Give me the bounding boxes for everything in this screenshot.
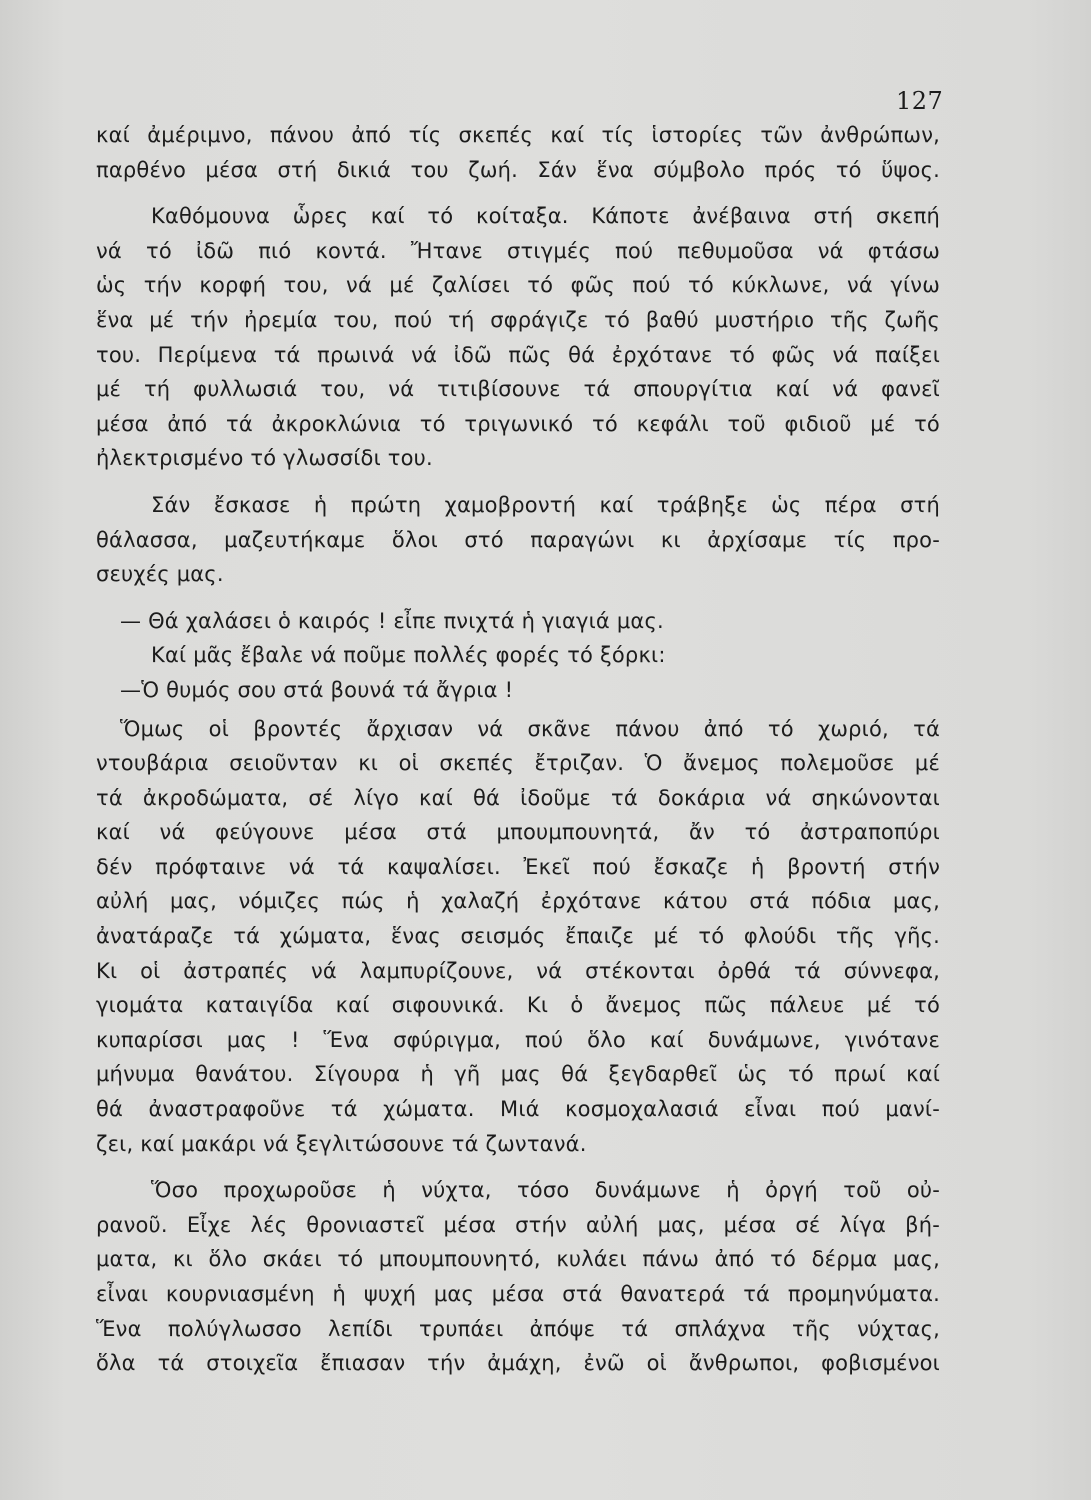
text-line: ὅλα τά στοιχεῖα ἔπιασαν τήν ἀμάχη, ἐνῶ οἱ ἄνθρωποι, φοβισμένοι	[96, 1351, 940, 1376]
text-line: Σάν ἔσκασε ἡ πρώτη χαμοβροντή καί τράβηξε ὡς πέρα στή	[151, 492, 940, 517]
text-line: ἀνατάραζε τά χώματα, ἕνας σεισμός ἔπαιζε μέ τό φλούδι τῆς γῆς.	[96, 924, 940, 949]
text-line: Ὅμως οἱ βροντές ἄρχισαν νά σκᾶνε πάνου ἀπό τό χωριό, τά	[120, 716, 940, 741]
text-line: μήνυμα θανάτου. Σίγουρα ἡ γῆ μας θά ξεγδαρθεῖ ὡς τό πρωί καί	[96, 1062, 940, 1087]
text-line: τά ἀκροδώματα, σέ λίγο καί θά ἰδοῦμε τά δοκάρια νά σηκώνονται	[96, 785, 940, 810]
text-line: μέ τή φυλλωσιά του, νά τιτιβίσουνε τά σπουργίτια καί νά φανεῖ	[96, 377, 940, 402]
text-line: ἕνα μέ τήν ἠρεμία του, πού τή σφράγιζε τό βαθύ μυστήριο τῆς ζωῆς	[96, 307, 940, 332]
text-line: εἶναι κουρνιασμένη ἡ ψυχή μας μέσα στά θανατερά τά προμηνύματα.	[96, 1282, 940, 1306]
text-line: θά ἀναστραφοῦνε τά χώματα. Μιά κοσμοχαλασιά εἶναι πού μανί-	[96, 1097, 940, 1122]
text-line: Ὅσο προχωροῦσε ἡ νύχτα, τόσο δυνάμωνε ἡ ὀργή τοῦ οὐ-	[151, 1178, 940, 1203]
text-line: καί ἀμέριμνο, πάνου ἀπό τίς σκεπές καί τίς ἱστορίες τῶν ἀνθρώπων,	[96, 123, 940, 147]
body-text	[96, 118, 940, 1381]
text-line: ὡς τήν κορφή του, νά μέ ζαλίσει τό φῶς πού τό κύκλωνε, νά γίνω	[96, 273, 940, 298]
page-number: 127	[896, 87, 944, 115]
text-line: του. Περίμενα τά πρωινά νά ἰδῶ πῶς θά ἐρχότανε τό φῶς νά παίξει	[96, 342, 940, 367]
text-line: νά τό ἰδῶ πιό κοντά. Ἤτανε στιγμές πού πεθυμοῦσα νά φτάσω	[96, 238, 940, 263]
text-line: παρθένο μέσα στή δικιά του ζωή. Σάν ἕνα σύμβολο πρός τό ὕψος.	[96, 157, 940, 182]
text-line: ρανοῦ. Εἶχε λές θρονιαστεῖ μέσα στήν αὐλή μας, μέσα σέ λίγα βή-	[96, 1212, 940, 1237]
text-line: αὐλή μας, νόμιζες πώς ἡ χαλαζή ἐρχότανε κάτου στά πόδια μας,	[96, 889, 940, 914]
text-line: — Θά χαλάσει ὁ καιρός ! εἶπε πνιχτά ἡ γιαγιά μας.	[120, 608, 664, 633]
text-line: ματα, κι ὅλο σκάει τό μπουμπουνητό, κυλάει πάνω ἀπό τό δέρμα μας,	[96, 1247, 940, 1272]
text-line: μέσα ἀπό τά ἀκροκλώνια τό τριγωνικό τό κεφάλι τοῦ φιδιοῦ μέ τό	[96, 411, 940, 436]
text-line: Καθόμουνα ὧρες καί τό κοίταξα. Κάποτε ἀνέβαινα στή σκεπή	[151, 204, 940, 229]
text-line: Ἕνα πολύγλωσσο λεπίδι τρυπάει ἀπόψε τά σπλάχνα τῆς νύχτας,	[96, 1316, 940, 1341]
text-line: Καί μᾶς ἔβαλε νά ποῦμε πολλές φορές τό ξόρκι:	[151, 643, 666, 668]
text-line: θάλασσα, μαζευτήκαμε ὅλοι στό παραγώνι κι ἀρχίσαμε τίς προ-	[96, 527, 940, 552]
text-line: ζει, καί μακάρι νά ξεγλιτώσουνε τά ζωντανά.	[96, 1131, 587, 1156]
text-line: σευχές μας.	[96, 562, 224, 587]
text-line: καί νά φεύγουνε μέσα στά μπουμπουνητά, ἄν τό ἀστραποπύρι	[96, 820, 940, 845]
text-line: γιομάτα καταιγίδα καί σιφουνικά. Κι ὁ ἄνεμος πῶς πάλευε μέ τό	[96, 993, 940, 1018]
text-line: κυπαρίσσι μας ! Ἕνα σφύριγμα, πού ὅλο καί δυνάμωνε, γινότανε	[96, 1027, 940, 1052]
text-line: Κι οἱ ἀστραπές νά λαμπυρίζουνε, νά στέκονται ὀρθά τά σύννεφα,	[96, 958, 940, 983]
text-line: δέν πρόφταινε νά τά καψαλίσει. Ἐκεῖ πού ἔσκαζε ἡ βροντή στήν	[96, 854, 940, 879]
text-line: —Ὁ θυμός σου στά βουνά τά ἄγρια !	[120, 677, 514, 702]
text-line: ἠλεκτρισμένο τό γλωσσίδι του.	[96, 446, 433, 471]
text-line: ντουβάρια σειοῦνταν κι οἱ σκεπές ἔτριζαν. Ὁ ἄνεμος πολεμοῦσε μέ	[96, 751, 940, 776]
